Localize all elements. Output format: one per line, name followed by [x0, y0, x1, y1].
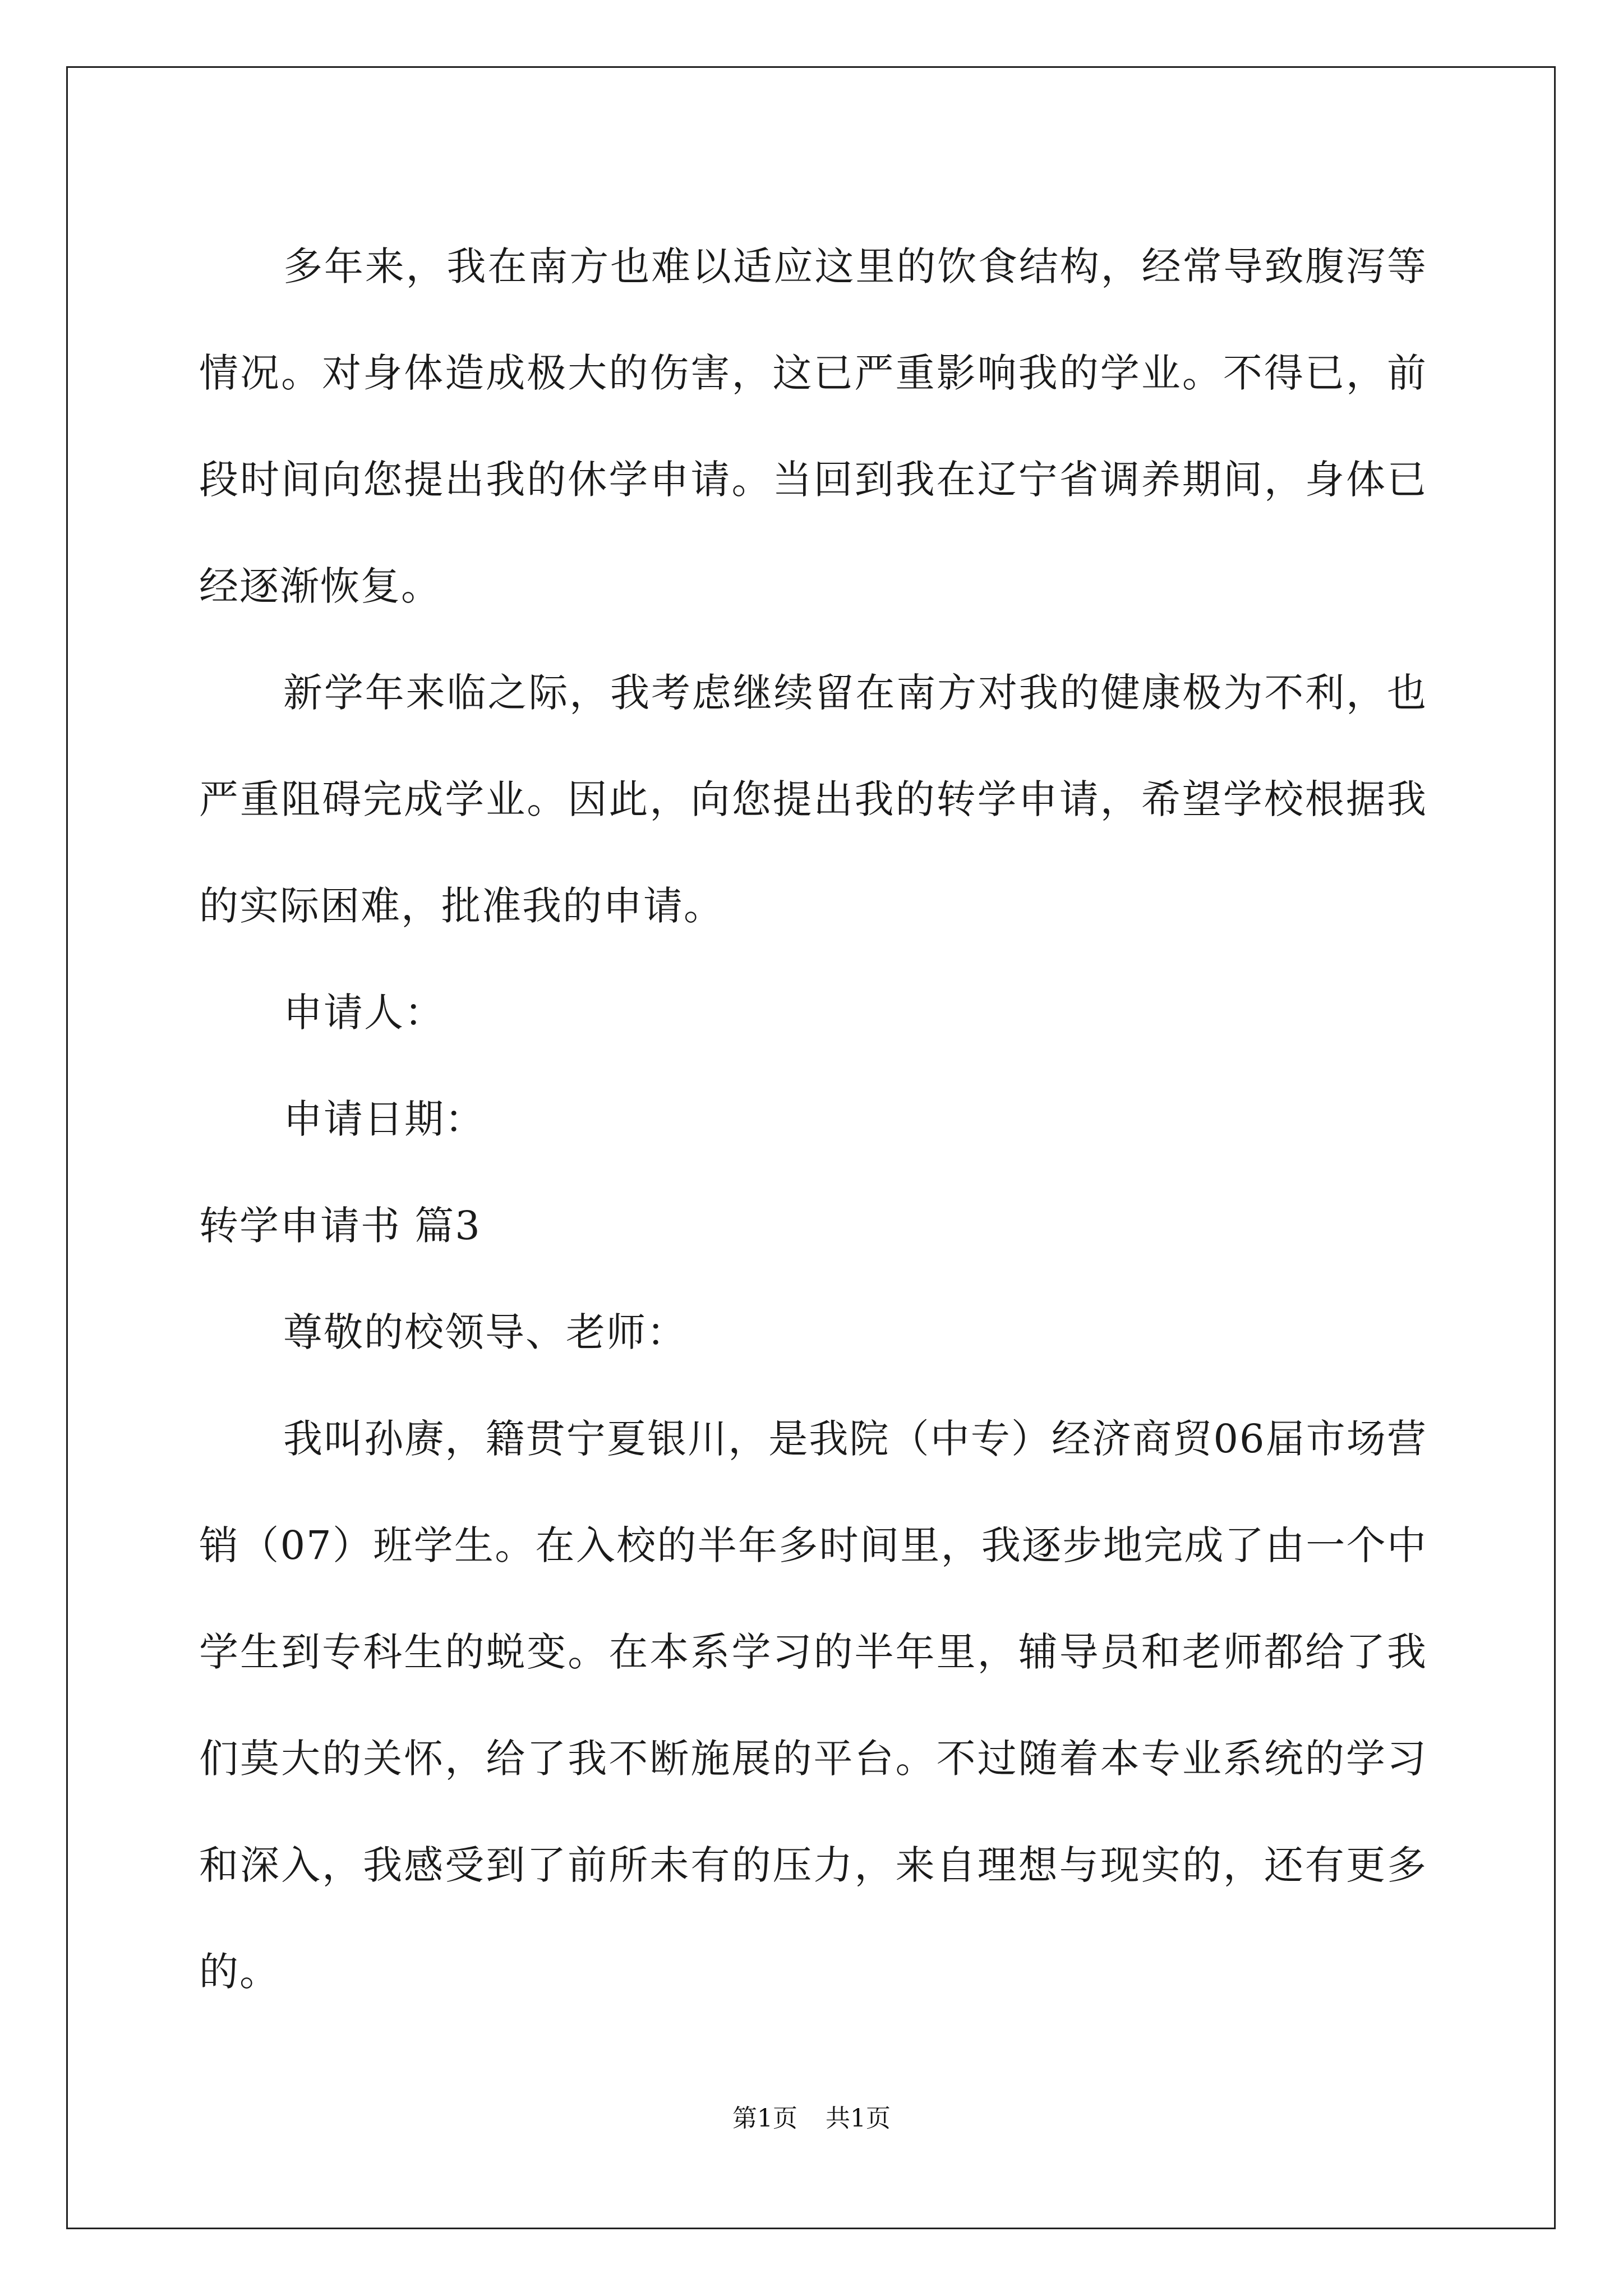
- application-date-label: 申请日期：: [283, 1096, 485, 1142]
- document-body: [199, 213, 1427, 2025]
- salutation: 尊敬的校领导、老师：: [283, 1309, 687, 1355]
- page-number: 第1页: [732, 2104, 797, 2133]
- paragraph-transfer-request: 新学年来临之际，我考虑继续留在南方对我的健康极为不利，也严重阻碍完成学业。因此，向您提出我的转学申请，希望学校根据我的实际困难，批准我的申请。: [199, 670, 1427, 929]
- page-footer: [0, 2098, 1623, 2134]
- page-total: 共1页: [826, 2104, 891, 2133]
- paragraph-introduction: 我叫孙赓，籍贯宁夏银川，是我院（中专）经济商贸06届市场营销（07）班学生。在入校的半年多时间里，我逐步地完成了由一个中学生到专科生的蜕变。在本系学习的半年里，辅导员和老师都给了我们莫大的关怀，给了我不断施展的平台。不过随着本专业系统的学习和深入，我感受到了前所未有的压力，来自理想与现实的，还有更多的。: [199, 1416, 1427, 1995]
- applicant-label: 申请人：: [283, 990, 445, 1036]
- section-heading: 转学申请书 篇3: [199, 1203, 481, 1249]
- paragraph-diet: 多年来，我在南方也难以适应这里的饮食结构，经常导致腹泻等情况。对身体造成极大的伤害，这已严重影响我的学业。不得已，前段时间向您提出我的休学申请。当回到我在辽宁省调养期间，身体已经逐渐恢复。: [199, 243, 1427, 609]
